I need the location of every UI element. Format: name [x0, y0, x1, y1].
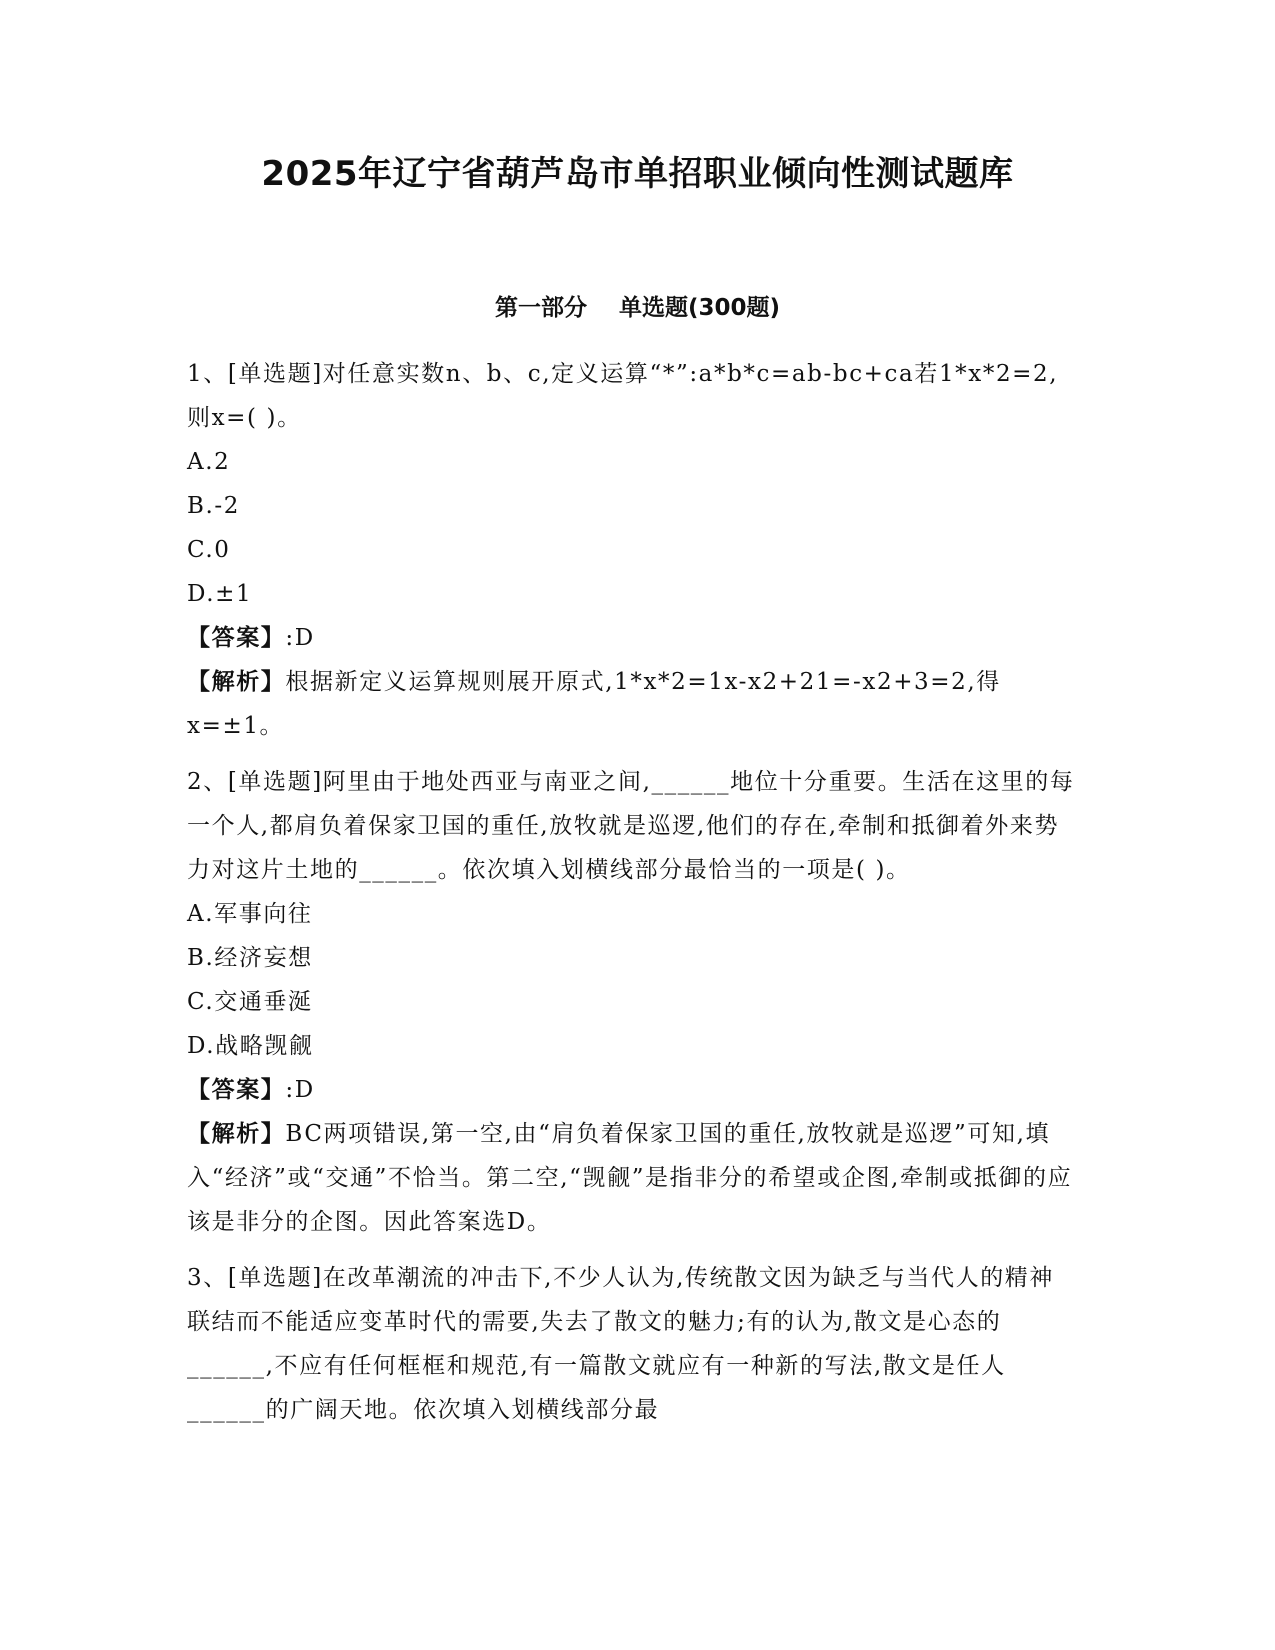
option-d: D.战略觊觎: [187, 1033, 314, 1059]
option-b: B.-2: [187, 493, 241, 519]
answer-label: 【答案】: [187, 1077, 286, 1103]
answer-value: :D: [285, 1077, 315, 1103]
question-text: 3、[单选题]在改革潮流的冲击下,不少人认为,传统散文因为缺乏与当代人的精神联结而不能适应变革时代的需要,失去了散文的魅力;有的认为,散文是心态的______,不应有任何框框和规范,有一篇散文就应有一种新的写法,散文是任人______的广阔天地。依次填入划横线部分最: [187, 1265, 1055, 1423]
answer-line: [187, 1068, 1077, 1112]
explanation-label: 【解析】: [187, 669, 286, 695]
explanation-text: 根据新定义运算规则展开原式,1*x*2=1x-x2+21=-x2+3=2,得x=±1。: [187, 669, 1001, 739]
answer-value: :D: [285, 625, 315, 651]
question-text: 2、[单选题]阿里由于地处西亚与南亚之间,______地位十分重要。生活在这里的每一个人,都肩负着保家卫国的重任,放牧就是巡逻,他们的存在,牵制和抵御着外来势力对这片土地的______。依次填入划横线部分最恰当的一项是( )。: [187, 769, 1075, 883]
option-a: A.军事向往: [187, 901, 313, 927]
question-2: [187, 760, 1077, 1244]
answer-label: 【答案】: [187, 625, 286, 651]
explanation: [187, 660, 1077, 748]
explanation: [187, 1112, 1077, 1244]
explanation-text: BC两项错误,第一空,由“肩负着保家卫国的重任,放牧就是巡逻”可知,填入“经济”或“交通”不恰当。第二空,“觊觎”是指非分的希望或企图,牵制或抵御的应该是非分的企图。因此答案选D。: [187, 1121, 1073, 1235]
question-3: [187, 1256, 1077, 1432]
section-title: 第一部分 单选题(300题): [494, 295, 781, 321]
option-d: D.±1: [187, 581, 253, 607]
option-list: [187, 892, 1077, 1068]
answer-line: [187, 616, 1077, 660]
explanation-label: 【解析】: [187, 1121, 286, 1147]
option-c: C.0: [187, 537, 231, 563]
question-1: [187, 352, 1077, 748]
option-a: A.2: [187, 449, 231, 475]
question-text: 1、[单选题]对任意实数n、b、c,定义运算“*”:a*b*c=ab-bc+ca若1*x*2=2,则x=( )。: [187, 361, 1059, 431]
option-c: C.交通垂涎: [187, 989, 313, 1015]
option-list: [187, 440, 1077, 616]
option-b: B.经济妄想: [187, 945, 313, 971]
document-title: 2025年辽宁省葫芦岛市单招职业倾向性测试题库: [261, 154, 1014, 194]
question-list: [187, 352, 1077, 1444]
